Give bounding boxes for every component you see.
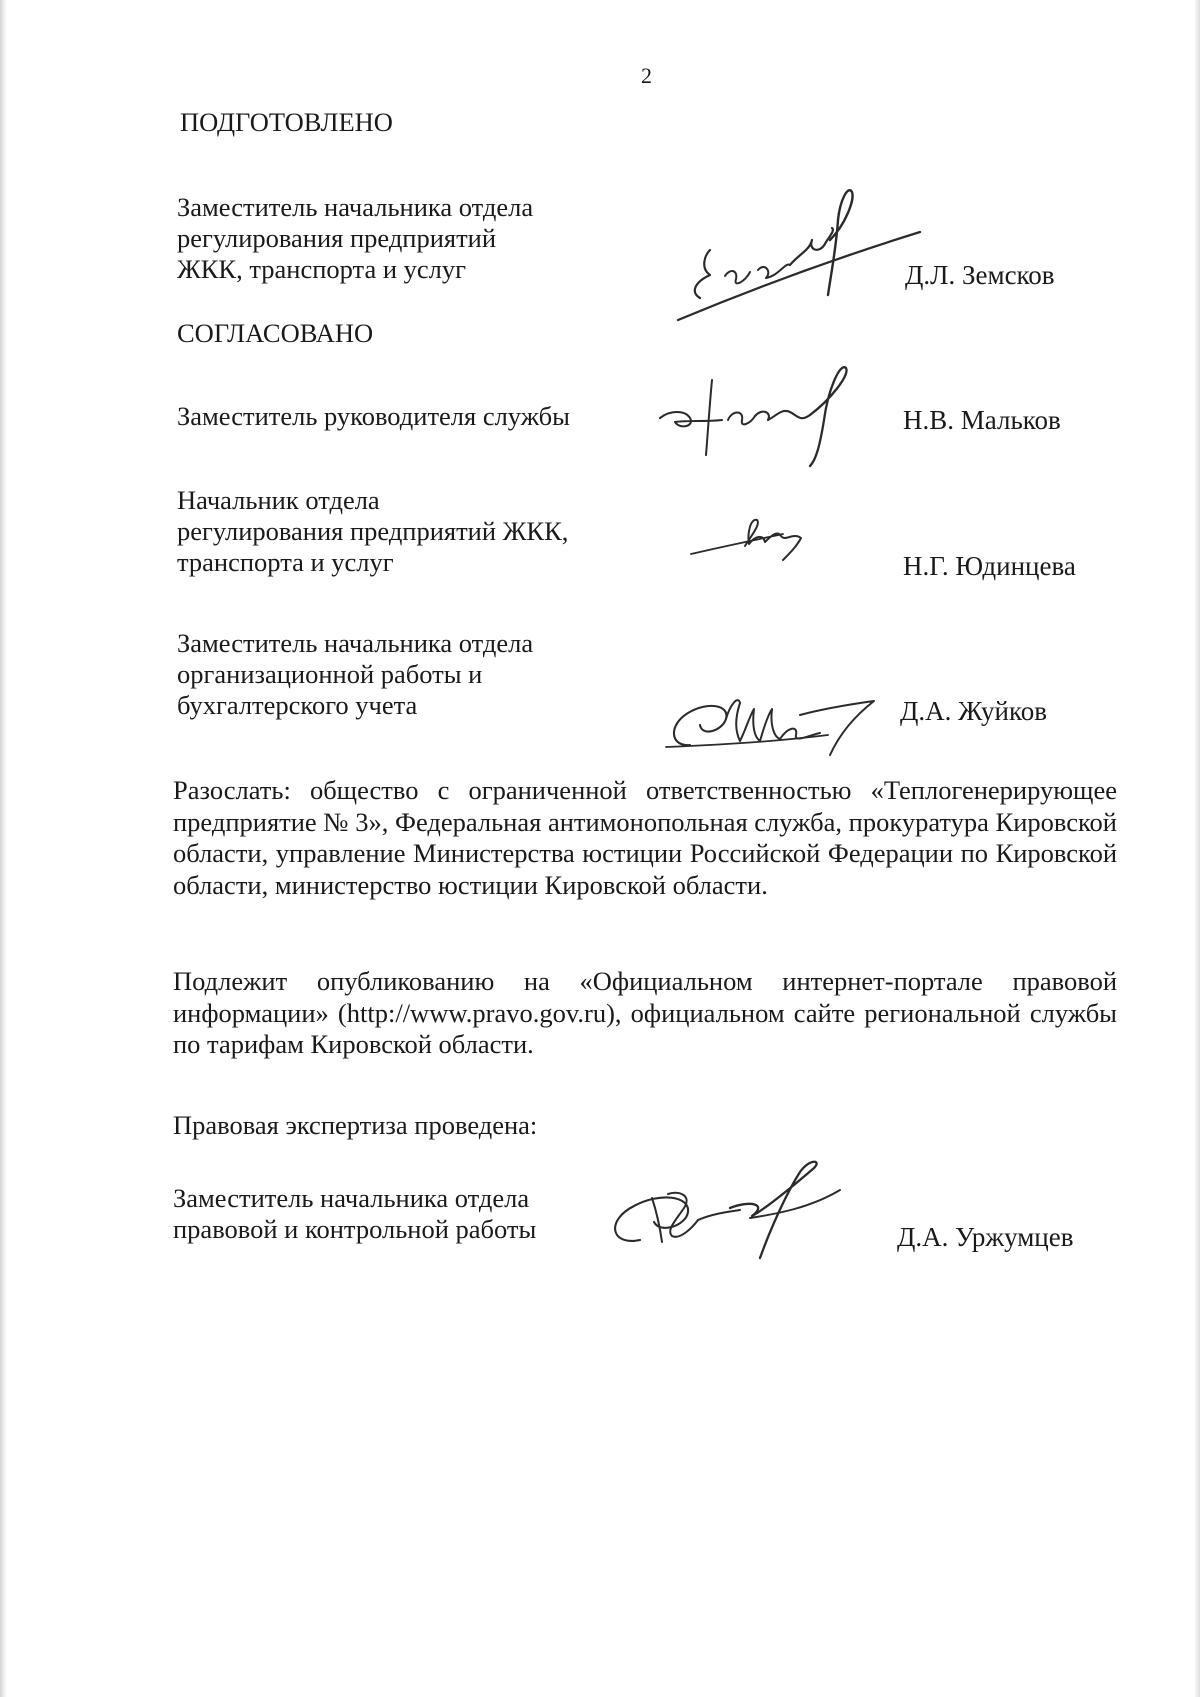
position-line: Заместитель начальника отдела <box>177 192 534 222</box>
position-line: Заместитель руководителя службы <box>177 401 570 431</box>
signer-name: Д.А. Уржумцев <box>897 1222 1074 1252</box>
signer-name: Д.Л. Земсков <box>905 260 1055 290</box>
position-line: Заместитель начальника отдела <box>173 1183 530 1213</box>
position-line: регулирования предприятий ЖКК, <box>177 516 569 546</box>
signer-name: Н.Г. Юдинцева <box>903 551 1076 581</box>
scan-edge-left <box>0 0 7 1697</box>
page-number: 2 <box>641 63 652 88</box>
position-line: организационной работы и <box>177 659 483 689</box>
signer-name: Д.А. Жуйков <box>900 696 1047 726</box>
position-line: ЖКК, транспорта и услуг <box>177 254 466 284</box>
scan-edge-right <box>1194 0 1200 1697</box>
signer-name: Н.В. Мальков <box>903 405 1061 435</box>
position-line: транспорта и услуг <box>177 547 394 577</box>
signature-malkov <box>650 360 890 470</box>
position-line: правовой и контрольной работы <box>173 1214 537 1244</box>
position-line: регулирования предприятий <box>177 223 497 253</box>
prepared-heading: ПОДГОТОВЛЕНО <box>180 107 393 137</box>
position-line: Заместитель начальника отдела <box>177 628 534 658</box>
signature-urzhumtsev <box>600 1150 880 1270</box>
signature-zhuykov <box>660 685 880 760</box>
publication-paragraph: Подлежит опубликованию на «Официальном интернет-портале правовой информации» (http://www.pravo.gov.ru), официальном сайте региональной службы по тарифам Кировской области. <box>173 966 1117 1059</box>
position-line: Начальник отдела <box>177 485 380 515</box>
signature-zemskov <box>670 180 930 325</box>
position-line: бухгалтерского учета <box>177 690 418 720</box>
signature-yudintseva <box>685 510 825 570</box>
agreed-heading: СОГЛАСОВАНО <box>177 318 374 348</box>
legal-review-heading: Правовая экспертиза проведена: <box>173 1110 538 1140</box>
distribution-paragraph: Разослать: общество с ограниченной ответственностью «Теплогенерирующее предприятие № 3», Федеральная антимонопольная служба, прокуратура Кировской области, управление Министерства юстиции Российской Федерации по Кировской области, министерство юстиции Кировской области. <box>173 775 1117 900</box>
